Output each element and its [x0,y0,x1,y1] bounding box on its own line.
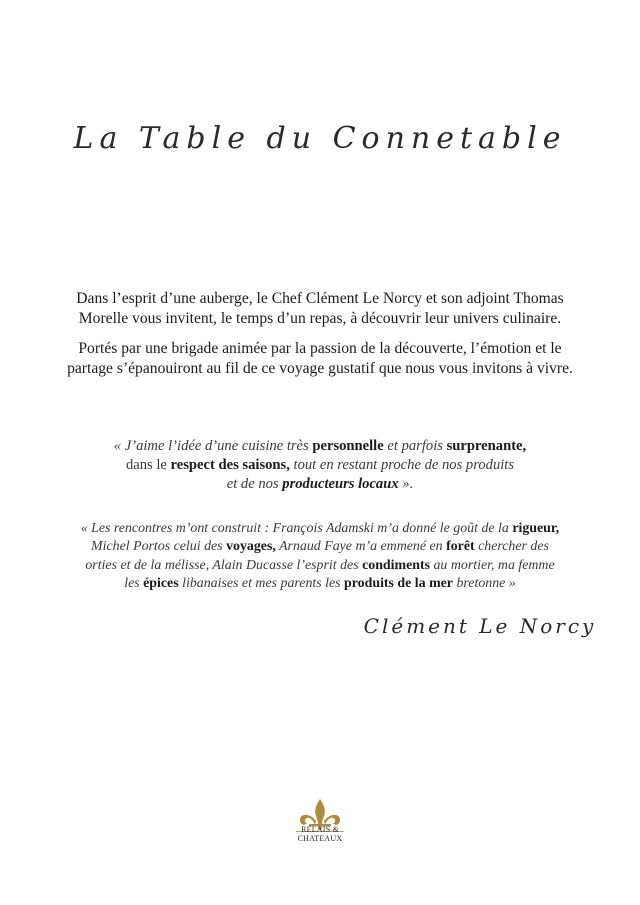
title-text: La Table du Connetable [73,121,567,156]
quote-1-text: et de nos [226,476,283,492]
quote-2-bold: rigueur, [512,521,560,536]
quote-2-bold: produits de la mer [344,576,453,592]
quote-1-text: ». [398,476,414,492]
quote-1-bold: respect des saisons, [170,457,290,473]
quote-2-text: au mortier, ma femme les [124,557,555,592]
quote-1-text: tout en restant proche de nos produits [289,457,515,473]
chef-quote-1 [70,437,570,494]
quote-2-text: Arnaud Faye m’a emmené en [275,539,447,555]
restaurant-title [0,108,640,168]
signature-script [363,605,597,645]
quote-2-text: « Les rencontres m’ont construit : François Adamski m’a donné le goût de la [80,521,513,536]
chef-quote-2 [80,520,560,594]
signature-text: Clément Le Norcy [363,614,597,638]
quote-1-text: et parfois [383,438,447,454]
quote-2-text: libanaises et mes parents les [178,576,345,592]
quote-2-text: chercher des orties et de la mélisse, Alain Ducasse l’esprit des [85,539,549,573]
intro-paragraph-1: Dans l’esprit d’une auberge, le Chef Clément Le Norcy et son adjoint Thomas Morelle vous invitent, le temps d’un repas, à découvrir leur univers culinaire. [76,290,564,327]
quote-2-text: Michel Portos celui des [91,539,227,555]
chef-signature [363,605,597,645]
quote-2-bold: forêt [446,539,475,555]
quote-2-bold: voyages, [226,539,276,555]
relais-chateaux-logo [282,826,358,843]
logo-line-2: CHATEAUX [297,833,343,843]
logo-line-1: RELAIS & [301,825,339,834]
quote-2-text: bretonne » [452,576,516,592]
quote-2-bold: épices [143,576,179,592]
quote-1-bold: personnelle [312,438,384,454]
quote-2-bold: condiments [362,557,431,573]
quote-1-bold: surprenante, [446,438,527,454]
intro-paragraph-2: Portés par une brigade animée par la passion de la découverte, l’émotion et le partage s’épanouiront au fil de ce voyage gustatif que nous vous invitons à vivre. [67,340,573,377]
quote-1-text: « J’aime l’idée d’une cuisine très [113,438,313,454]
title-script [73,108,567,168]
quote-1-bold: producteurs locaux [282,476,399,492]
quote-1-text: dans le [125,457,171,473]
